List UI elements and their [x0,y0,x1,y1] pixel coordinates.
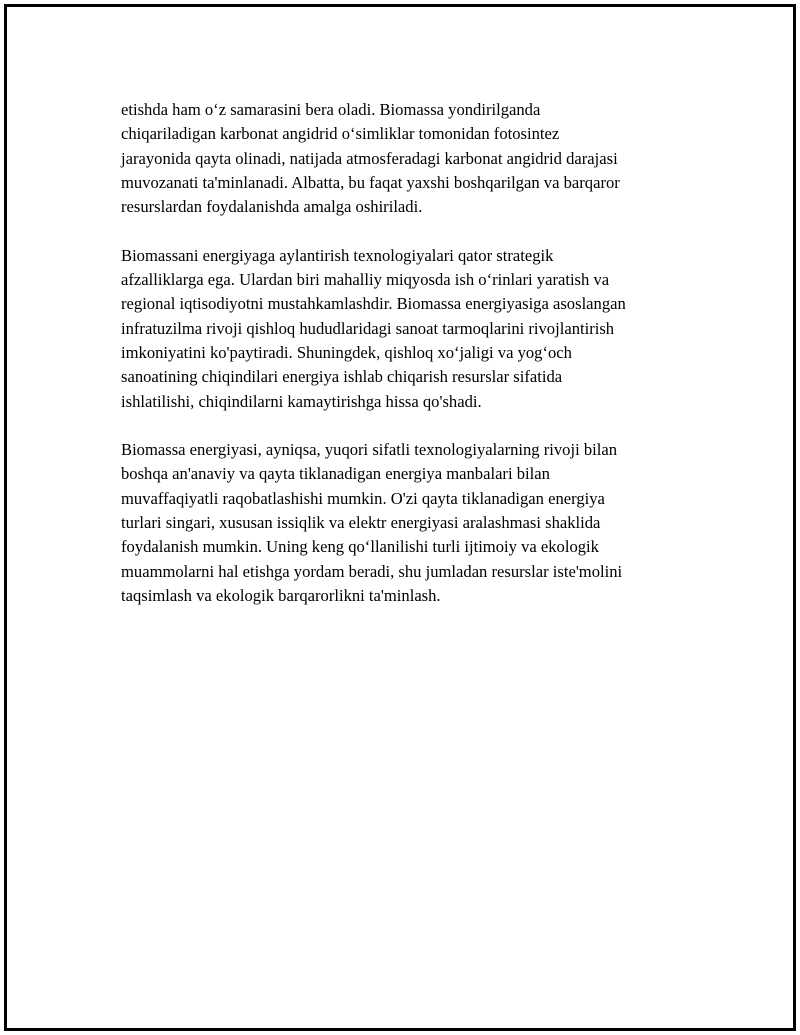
text-line: taqsimlash va ekologik barqarorlikni ta'minlash. [121,585,441,605]
page-frame [4,4,796,1031]
text-line: muvozanati ta'minlanadi. Albatta, bu faqat yaxshi boshqarilgan va barqaror [121,172,620,192]
text-line: resurslardan foydalanishda amalga oshiriladi. [121,197,423,217]
text-line: turlari singari, xususan issiqlik va elektr energiyasi aralashmasi shaklida [121,513,601,533]
text-line: imkoniyatini ko'paytiradi. Shuningdek, qishloq xo‘jaligi va yog‘och [121,342,572,362]
paragraph-2 [121,244,701,414]
text-line: jarayonida qayta olinadi, natijada atmosferadagi karbonat angidrid darajasi [121,148,618,168]
document-body [121,98,701,633]
text-line: Biomassani energiyaga aylantirish texnologiyalari qator strategik [121,245,554,265]
paragraph-1 [121,98,701,219]
text-line: muvaffaqiyatli raqobatlashishi mumkin. O'zi qayta tiklanadigan energiya [121,488,605,508]
text-line: foydalanish mumkin. Uning keng qo‘llanilishi turli ijtimoiy va ekologik [121,537,599,557]
text-line: regional iqtisodiyotni mustahkamlashdir. Biomassa energiyasiga asoslangan [121,294,626,314]
text-line: boshqa an'anaviy va qayta tiklanadigan energiya manbalari bilan [121,464,550,484]
text-line: infratuzilma rivoji qishloq hududlaridagi sanoat tarmoqlarini rivojlantirish [121,318,615,338]
text-line: afzalliklarga ega. Ulardan biri mahalliy miqyosda ish o‘rinlari yaratish va [121,270,610,290]
text-line: sanoatining chiqindilari energiya ishlab chiqarish resurslar sifatida [121,367,563,387]
text-line: ishlatilishi, chiqindilarni kamaytirishga hissa qo'shadi. [121,391,482,411]
text-line: etishda ham o‘z samarasini bera oladi. Biomassa yondirilganda [121,100,541,119]
text-line: Biomassa energiyasi, ayniqsa, yuqori sifatli texnologiyalarning rivoji bilan [121,440,618,460]
text-line: muammolarni hal etishga yordam beradi, shu jumladan resurslar iste'molini [121,561,623,581]
paragraph-3 [121,438,701,608]
text-line: chiqariladigan karbonat angidrid o‘simliklar tomonidan fotosintez [121,124,560,144]
